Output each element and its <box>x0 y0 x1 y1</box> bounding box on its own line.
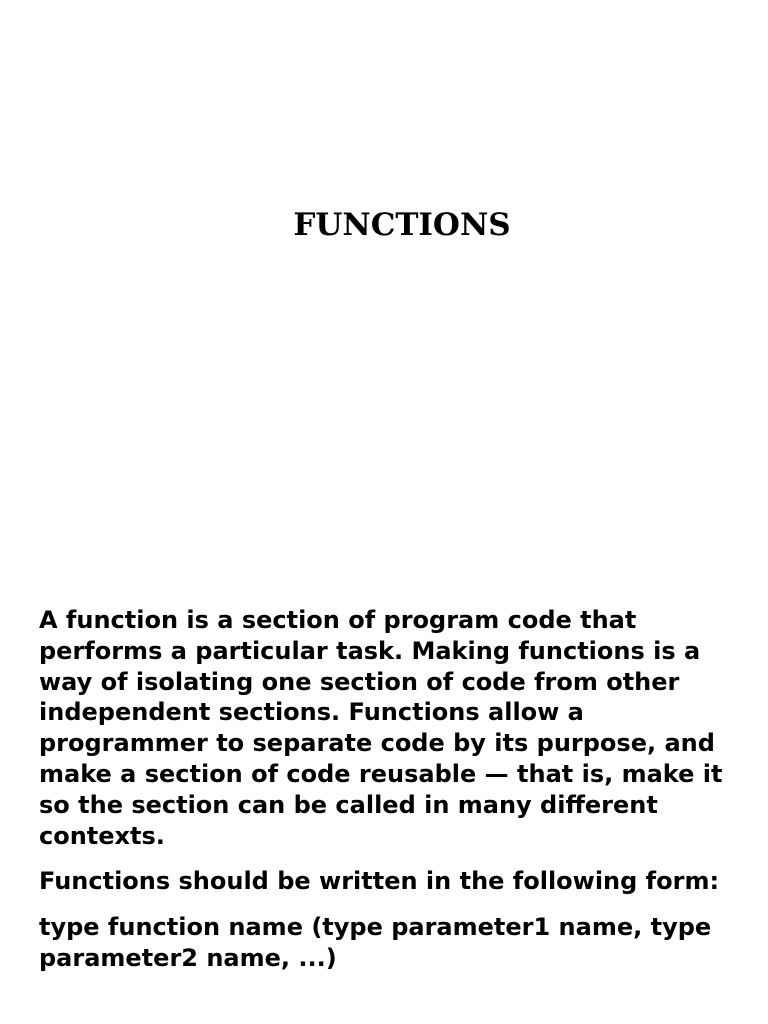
page-title <box>0 205 768 245</box>
paragraph-form-intro: Functions should be written in the following form: <box>39 867 720 896</box>
paragraph-definition: A function is a section of program code that performs a particular task. Making functions is a way of isolating one section of code from other independent sections. Functions allow a programmer to separate code by its purpose, and make a section of code reusable — that is, make it so the section can be called in many different contexts. <box>39 606 723 850</box>
paragraph-syntax: type function name (type parameter1 name, type parameter2 name, ...) <box>39 913 712 972</box>
body-text <box>39 605 739 989</box>
page-title-text: FUNCTIONS <box>293 207 511 243</box>
